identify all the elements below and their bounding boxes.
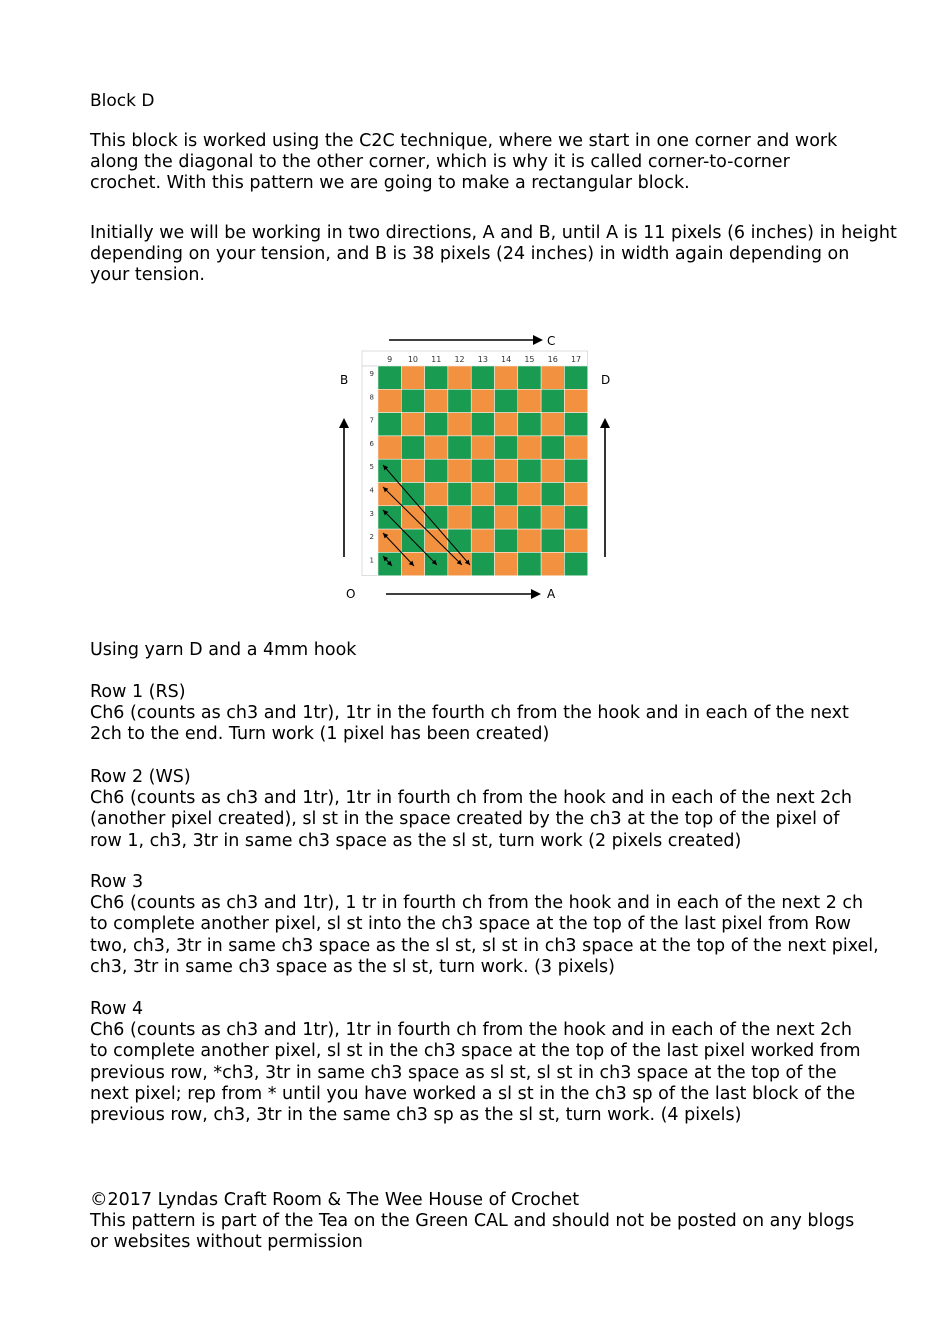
grid-cell [471, 413, 494, 436]
row-3-line-4: ch3, 3tr in same ch3 space as the sl st, turn work. (3 pixels) [90, 956, 615, 977]
grid-cell [495, 366, 518, 389]
row-number: 7 [369, 416, 374, 425]
grid-cell [471, 436, 494, 459]
grid-cell [401, 459, 424, 482]
grid-cell [541, 483, 564, 506]
grid-cell [448, 436, 471, 459]
column-number: 12 [454, 355, 465, 364]
row-2-line-2: (another pixel created), sl st in the space created by the ch3 at the top of the pixel of [90, 809, 840, 830]
row-4-line-4: next pixel; rep from * until you have worked a sl st in the ch3 sp of the last block of the [90, 1083, 856, 1104]
row-1-heading: Row 1 (RS) [90, 682, 186, 702]
column-number: 16 [547, 355, 558, 364]
column-number: 9 [387, 355, 393, 364]
row-2-line-1: Ch6 (counts as ch3 and 1tr), 1tr in fourth ch from the hook and in each of the next 2ch [90, 788, 852, 809]
grid-cell [518, 552, 541, 575]
grid-cell [471, 389, 494, 412]
arrow-d-head [600, 418, 610, 428]
row-number: 9 [369, 370, 374, 378]
grid-cell [425, 366, 448, 389]
grid-cell [495, 529, 518, 552]
grid-cell [541, 413, 564, 436]
grid-cell [541, 529, 564, 552]
grid-cell [401, 366, 424, 389]
label-b: B [340, 373, 349, 387]
column-number: 11 [431, 355, 442, 364]
grid-cell [448, 366, 471, 389]
grid-cell [448, 389, 471, 412]
grid-cell [448, 506, 471, 529]
block-title: Block D [90, 91, 155, 111]
grid-cell [518, 506, 541, 529]
intro-2-line-2: depending on your tension, and B is 38 pixels (24 inches) in width again depending on [90, 244, 850, 265]
intro-1-line-1: This block is worked using the C2C technique, where we start in one corner and work [90, 131, 838, 151]
grid-cell [448, 459, 471, 482]
grid-cell [564, 483, 587, 506]
column-number: 13 [477, 355, 488, 364]
grid-cell [471, 366, 494, 389]
row-3-line-2: to complete another pixel, sl st into the ch3 space at the top of the last pixel from Row [90, 914, 851, 935]
intro-1-line-2: along the diagonal to the other corner, which is why it is called corner-to-corner [90, 152, 790, 173]
grid-cell [518, 459, 541, 482]
column-number: 10 [407, 355, 419, 364]
arrow-b-head [339, 418, 349, 428]
grid-cell [378, 366, 401, 389]
grid-cell [564, 366, 587, 389]
grid-cell [495, 413, 518, 436]
grid-cell [448, 483, 471, 506]
row-number: 3 [369, 509, 374, 518]
column-number: 14 [501, 355, 512, 364]
grid-cell [564, 389, 587, 412]
row-number: 6 [369, 439, 374, 448]
grid-cell [564, 506, 587, 529]
grid-cell [518, 529, 541, 552]
grid-cell [471, 529, 494, 552]
row-4-line-3: previous row, *ch3, 3tr in same ch3 space as sl st, sl st in ch3 space at the top of the [90, 1062, 837, 1083]
grid-cell [564, 529, 587, 552]
grid-cell [425, 413, 448, 436]
footer-line-3: or websites without permission [90, 1232, 363, 1253]
column-number: 15 [524, 355, 535, 364]
grid-cell [378, 413, 401, 436]
row-1-section [90, 682, 870, 746]
grid-cell [471, 552, 494, 575]
footer-line-1: ©2017 Lyndas Craft Room & The Wee House of Crochet [90, 1190, 580, 1210]
row-3-line-3: two, ch3, 3tr in same ch3 space as the sl st, sl st in ch3 space at the top of the next pixel, [90, 935, 879, 956]
grid-cell [541, 389, 564, 412]
grid-cell [564, 436, 587, 459]
row-4-line-2: to complete another pixel, sl st in the ch3 space at the top of the last pixel worked from [90, 1041, 861, 1062]
row-4-heading: Row 4 [90, 999, 144, 1019]
row-2-line-3: row 1, ch3, 3tr in same ch3 space as the sl st, turn work (2 pixels created) [90, 830, 742, 851]
grid-cell [425, 436, 448, 459]
row-3-section [90, 872, 879, 978]
row-4-line-5: previous row, ch3, 3tr in the same ch3 sp as the sl st, turn work. (4 pixels) [90, 1105, 742, 1126]
grid-cell [518, 366, 541, 389]
grid-cell [425, 483, 448, 506]
grid-cell [378, 436, 401, 459]
grid-cell [401, 413, 424, 436]
grid-cell [378, 459, 401, 482]
row-number: 4 [369, 486, 374, 495]
copyright-footer [90, 1190, 870, 1254]
row-4-section [90, 999, 870, 1126]
row-4-line-1: Ch6 (counts as ch3 and 1tr), 1tr in fourth ch from the hook and in each of the next 2ch [90, 1020, 852, 1041]
grid-cell [518, 436, 541, 459]
row-number: 2 [369, 533, 374, 542]
grid-cell [495, 459, 518, 482]
grid-cell [518, 389, 541, 412]
intro-2-line-3: your tension. [90, 265, 205, 286]
intro-2-line-1: Initially we will be working in two directions, A and B, until A is 11 pixels (6 inches) in height [90, 223, 897, 243]
grid-cell [425, 389, 448, 412]
row-number: 8 [369, 393, 374, 402]
grid-cell [401, 483, 424, 506]
row-2-heading: Row 2 (WS) [90, 767, 191, 787]
grid-cell [425, 459, 448, 482]
footer-line-2: This pattern is part of the Tea on the Green CAL and should not be posted on any blogs [90, 1211, 855, 1232]
grid-cell [401, 389, 424, 412]
grid-cell [495, 389, 518, 412]
row-2-section [90, 767, 870, 852]
arrow-c-head [533, 335, 543, 345]
intro-1-line-3: crochet. With this pattern we are going to make a rectangular block. [90, 173, 690, 194]
arrow-a-head [531, 589, 541, 599]
grid-cell [541, 366, 564, 389]
grid-cell [518, 413, 541, 436]
row-3-line-1: Ch6 (counts as ch3 and 1tr), 1 tr in fourth ch from the hook and in each of the next 2 ch [90, 893, 864, 914]
grid-cell [401, 436, 424, 459]
grid-cell [495, 436, 518, 459]
diagram-grid [362, 351, 588, 576]
grid-cell [564, 552, 587, 575]
grid-cell [448, 413, 471, 436]
column-number: 17 [570, 355, 582, 364]
label-c: C [547, 334, 556, 348]
grid-cell [378, 389, 401, 412]
row-1-line-2: 2ch to the end. Turn work (1 pixel has been created) [90, 724, 550, 745]
grid-cell [495, 506, 518, 529]
grid-cell [541, 459, 564, 482]
grid-cell [425, 529, 448, 552]
grid-cell [541, 552, 564, 575]
grid-cell [541, 436, 564, 459]
row-number: 1 [369, 556, 374, 565]
grid-cell [495, 552, 518, 575]
row-3-heading: Row 3 [90, 872, 144, 892]
label-a: A [547, 587, 556, 601]
grid-cell [448, 529, 471, 552]
grid-cell [564, 459, 587, 482]
grid-cell [495, 483, 518, 506]
label-o: O [346, 587, 356, 601]
grid-cell [471, 459, 494, 482]
grid-cell [471, 483, 494, 506]
materials-line: Using yarn D and a 4mm hook [90, 640, 357, 660]
row-1-line-1: Ch6 (counts as ch3 and 1tr), 1tr in the fourth ch from the hook and in each of the next [90, 703, 849, 724]
label-d: D [601, 373, 611, 387]
grid-cell [564, 413, 587, 436]
grid-cell [471, 506, 494, 529]
grid-cell [518, 483, 541, 506]
row-number: 5 [369, 463, 374, 472]
grid-cell [541, 506, 564, 529]
